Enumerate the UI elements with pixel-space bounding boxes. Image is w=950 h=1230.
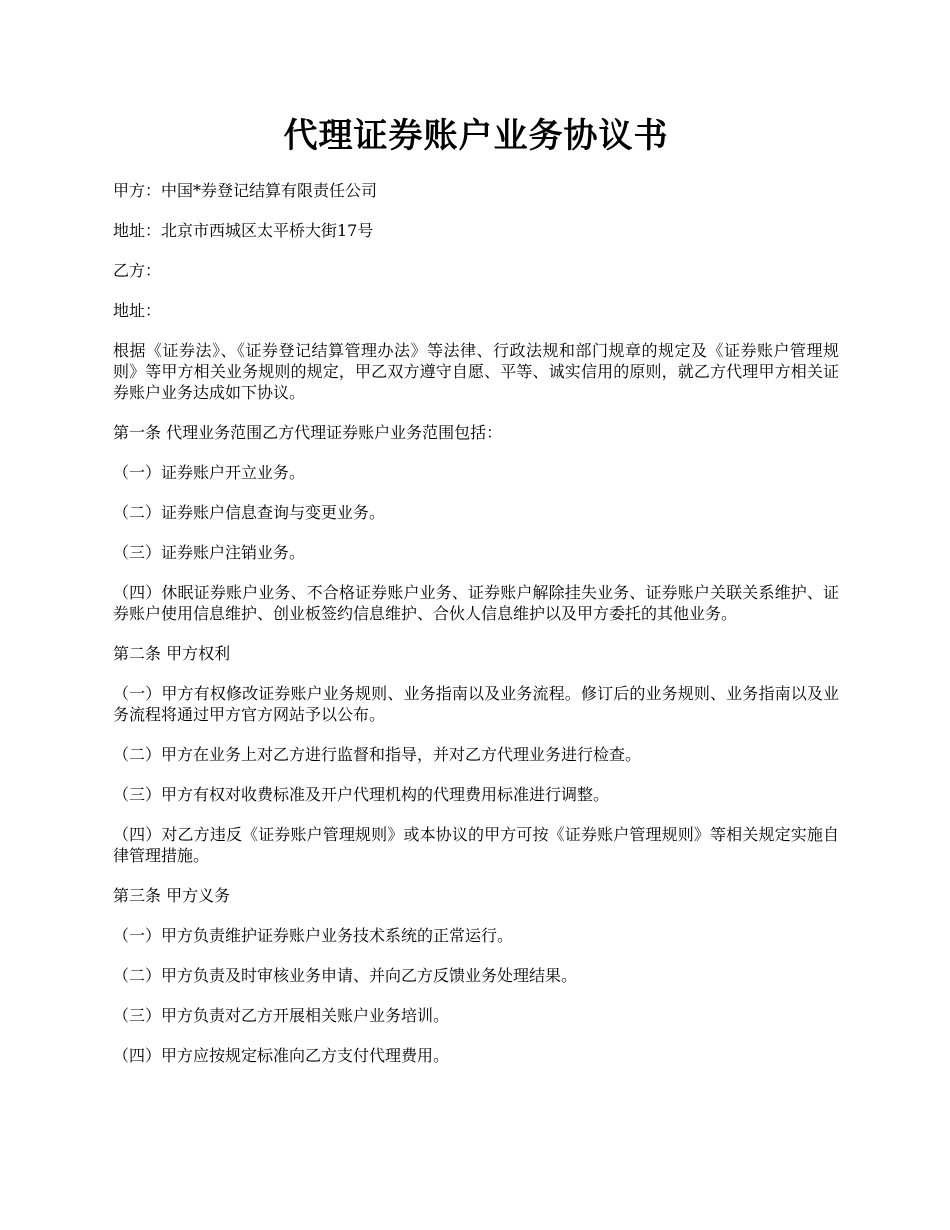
article-2-item-1: （一）甲方有权修改证券账户业务规则、业务指南以及业务流程。修订后的业务规则、业务指南以及业务流程将通过甲方官方网站予以公布。 bbox=[113, 684, 839, 724]
document-title: 代理证券账户业务协议书 bbox=[283, 116, 669, 156]
preamble: 根据《证券法》、《证券登记结算管理办法》等法律、行政法规和部门规章的规定及《证券账户管理规则》等甲方相关业务规则的规定，甲乙双方遵守自愿、平等、诚实信用的原则，就乙方代理甲方相关证券账户业务达成如下协议。 bbox=[113, 341, 839, 402]
article-2-item-3: （三）甲方有权对收费标准及开户代理机构的代理费用标准进行调整。 bbox=[113, 785, 610, 804]
document-page bbox=[113, 0, 839, 1085]
article-3-item-3: （三）甲方负责对乙方开展相关账户业务培训。 bbox=[113, 1006, 450, 1025]
article-1-item-1: （一）证券账户开立业务。 bbox=[113, 463, 306, 482]
article-3-item-1: （一）甲方负责维护证券账户业务技术系统的正常运行。 bbox=[113, 926, 514, 945]
party-b-address: 地址： bbox=[113, 301, 162, 320]
document-body bbox=[113, 180, 839, 1066]
article-2-heading: 第二条 甲方权利 bbox=[113, 644, 231, 663]
article-3-item-2: （二）甲方负责及时审核业务申请、并向乙方反馈业务处理结果。 bbox=[113, 966, 578, 985]
party-a-address: 地址：北京市西城区太平桥大街17号 bbox=[113, 221, 374, 240]
article-1-heading: 第一条 代理业务范围乙方代理证券账户业务范围包括： bbox=[113, 423, 503, 442]
party-a: 甲方：中国*券登记结算有限责任公司 bbox=[113, 181, 378, 200]
article-1-item-4: （四）休眠证券账户业务、不合格证券账户业务、证券账户解除挂失业务、证券账户关联关系维护、证券账户使用信息维护、创业板签约信息维护、合伙人信息维护以及甲方委托的其他业务。 bbox=[113, 583, 839, 623]
article-2-item-4: （四）对乙方违反《证券账户管理规则》或本协议的甲方可按《证券账户管理规则》等相关规定实施自律管理措施。 bbox=[113, 825, 839, 865]
article-1-item-2: （二）证券账户信息查询与变更业务。 bbox=[113, 503, 386, 522]
party-b: 乙方： bbox=[113, 261, 162, 280]
article-3-heading: 第三条 甲方义务 bbox=[113, 886, 231, 905]
article-3-item-4: （四）甲方应按规定标准向乙方支付代理费用。 bbox=[113, 1046, 450, 1065]
article-2-item-2: （二）甲方在业务上对乙方进行监督和指导，并对乙方代理业务进行检查。 bbox=[113, 745, 642, 764]
article-1-item-3: （三）证券账户注销业务。 bbox=[113, 543, 306, 562]
